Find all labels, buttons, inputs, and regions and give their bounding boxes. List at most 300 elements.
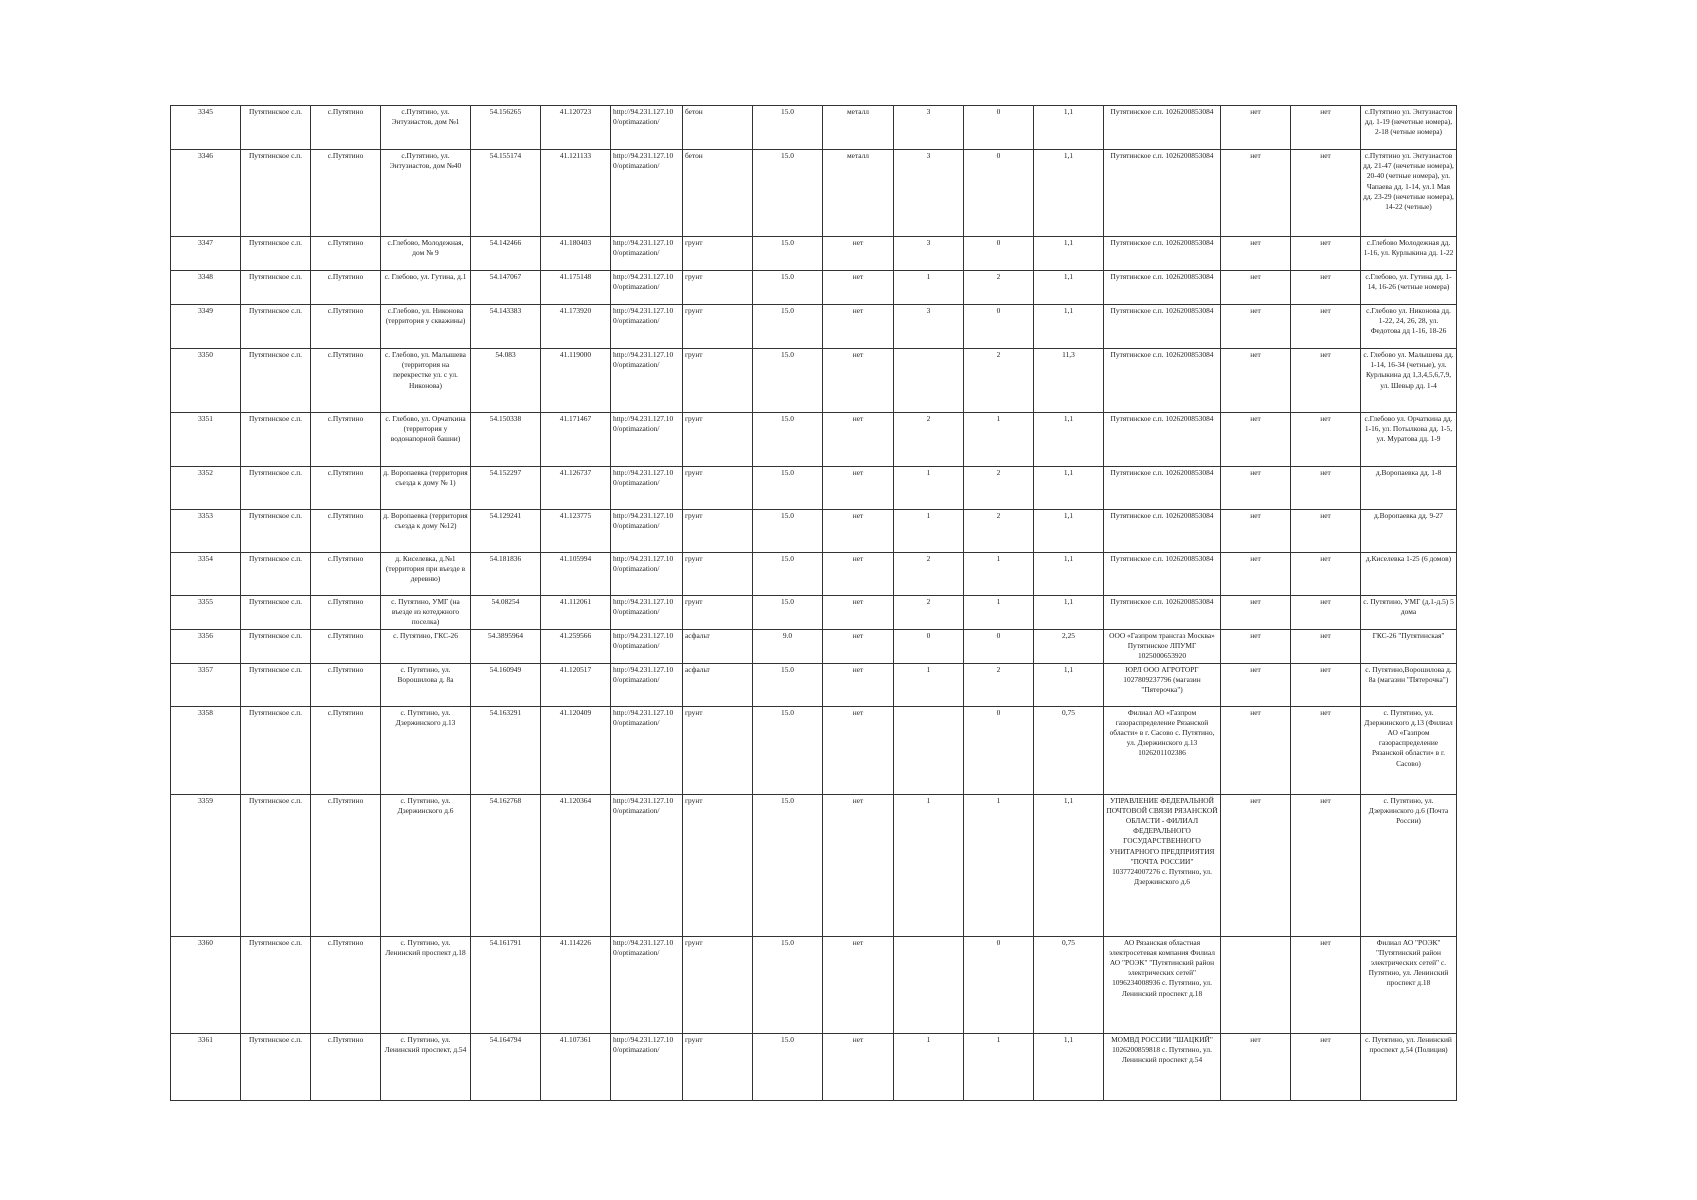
locality-cell: с.Путятино [311, 106, 381, 150]
containers-cell [894, 936, 964, 1033]
separate-collection-cell: нет [1221, 467, 1291, 510]
locality-cell: с.Путятино [311, 1033, 381, 1100]
bunkers-cell: 2 [964, 467, 1034, 510]
containers-cell: 1 [894, 467, 964, 510]
surface-cell: асфальт [683, 663, 753, 706]
row-number: 3352 [171, 467, 241, 510]
surface-cell: грунт [683, 305, 753, 349]
volume-cell: 1,1 [1034, 271, 1104, 305]
area-cell: 15.0 [753, 305, 823, 349]
bunkers-cell: 0 [964, 305, 1034, 349]
latitude-cell: 54.156265 [471, 106, 541, 150]
settlement-cell: Путятинское с.п. [241, 510, 311, 553]
volume-cell: 1,1 [1034, 553, 1104, 596]
document-page [170, 105, 1456, 1101]
separate-collection-cell: нет [1221, 630, 1291, 664]
area-cell: 15.0 [753, 510, 823, 553]
settlement-cell: Путятинское с.п. [241, 349, 311, 413]
separate-collection-cell: нет [1221, 510, 1291, 553]
row-number: 3355 [171, 596, 241, 630]
map-link-cell: http://94.231.127.10 0/optimazation/ [611, 349, 683, 413]
waste-sources-cell: с.Глебово, ул. Гутина дд. 1-14, 16-26 (четные номера) [1361, 271, 1457, 305]
table-row [171, 630, 1457, 664]
separate-collection-2-cell: нет [1291, 596, 1361, 630]
settlement-cell: Путятинское с.п. [241, 1033, 311, 1100]
containers-cell: 1 [894, 510, 964, 553]
latitude-cell: 54.160949 [471, 663, 541, 706]
longitude-cell: 41.175148 [541, 271, 611, 305]
settlement-cell: Путятинское с.п. [241, 237, 311, 271]
address-cell: д. Киселевка, д.№1 (территория при въезде в деревню) [381, 553, 471, 596]
fence-cell: нет [823, 413, 894, 467]
separate-collection-2-cell: нет [1291, 510, 1361, 553]
containers-cell: 1 [894, 663, 964, 706]
area-cell: 15.0 [753, 413, 823, 467]
row-number: 3357 [171, 663, 241, 706]
surface-cell: грунт [683, 794, 753, 936]
separate-collection-2-cell: нет [1291, 106, 1361, 150]
owner-cell: Путятинское с.п. 1026200853084 [1104, 553, 1221, 596]
containers-cell: 3 [894, 305, 964, 349]
locality-cell: с.Путятино [311, 553, 381, 596]
area-cell: 15.0 [753, 596, 823, 630]
row-number: 3350 [171, 349, 241, 413]
row-number: 3346 [171, 150, 241, 237]
owner-cell: ЮРЛ ООО АГРОТОРГ 1027809237796 (магазин "Пятерочка") [1104, 663, 1221, 706]
separate-collection-2-cell: нет [1291, 271, 1361, 305]
locality-cell: с.Путятино [311, 706, 381, 794]
owner-cell: Путятинское с.п. 1026200853084 [1104, 349, 1221, 413]
separate-collection-2-cell: нет [1291, 630, 1361, 664]
bunkers-cell: 2 [964, 510, 1034, 553]
locality-cell: с.Путятино [311, 413, 381, 467]
address-cell: с.Глебово, ул. Никонова (территория у скважины) [381, 305, 471, 349]
table-row [171, 1033, 1457, 1100]
bunkers-cell: 2 [964, 349, 1034, 413]
map-link-cell: http://94.231.127.10 0/optimazation/ [611, 1033, 683, 1100]
fence-cell: нет [823, 706, 894, 794]
volume-cell: 1,1 [1034, 510, 1104, 553]
volume-cell: 0,75 [1034, 936, 1104, 1033]
longitude-cell: 41.120364 [541, 794, 611, 936]
waste-sources-cell: с. Путятино,Ворошилова д. 8а (магазин "Пятерочка") [1361, 663, 1457, 706]
surface-cell: грунт [683, 271, 753, 305]
waste-sources-cell: с. Путятино, УМГ (д.1-д.5) 5 дома [1361, 596, 1457, 630]
latitude-cell: 54.162768 [471, 794, 541, 936]
latitude-cell: 54.143383 [471, 305, 541, 349]
owner-cell: Путятинское с.п. 1026200853084 [1104, 106, 1221, 150]
separate-collection-2-cell: нет [1291, 663, 1361, 706]
locality-cell: с.Путятино [311, 305, 381, 349]
containers-cell: 3 [894, 237, 964, 271]
address-cell: с. Глебово, ул. Гутина, д.1 [381, 271, 471, 305]
longitude-cell: 41.107361 [541, 1033, 611, 1100]
longitude-cell: 41.180403 [541, 237, 611, 271]
separate-collection-2-cell: нет [1291, 413, 1361, 467]
area-cell: 15.0 [753, 271, 823, 305]
address-cell: с. Путятино, УМГ (на въезде из котеджного поселка) [381, 596, 471, 630]
settlement-cell: Путятинское с.п. [241, 305, 311, 349]
table-row [171, 349, 1457, 413]
fence-cell: нет [823, 596, 894, 630]
separate-collection-cell: нет [1221, 237, 1291, 271]
longitude-cell: 41.112061 [541, 596, 611, 630]
volume-cell: 1,1 [1034, 237, 1104, 271]
table-row [171, 271, 1457, 305]
address-cell: с.Глебово, Молодежная, дом № 9 [381, 237, 471, 271]
fence-cell: нет [823, 271, 894, 305]
separate-collection-2-cell: нет [1291, 150, 1361, 237]
surface-cell: грунт [683, 706, 753, 794]
table-row [171, 936, 1457, 1033]
longitude-cell: 41.114226 [541, 936, 611, 1033]
locality-cell: с.Путятино [311, 936, 381, 1033]
separate-collection-cell: нет [1221, 596, 1291, 630]
waste-sources-cell: ГКС-26 "Путятинская" [1361, 630, 1457, 664]
latitude-cell: 54.164794 [471, 1033, 541, 1100]
bunkers-cell: 0 [964, 630, 1034, 664]
fence-cell: нет [823, 663, 894, 706]
table-row [171, 237, 1457, 271]
separate-collection-cell: нет [1221, 150, 1291, 237]
area-cell: 15.0 [753, 106, 823, 150]
surface-cell: асфальт [683, 630, 753, 664]
longitude-cell: 41.171467 [541, 413, 611, 467]
table-row [171, 663, 1457, 706]
latitude-cell: 54.142466 [471, 237, 541, 271]
volume-cell: 2,25 [1034, 630, 1104, 664]
volume-cell: 1,1 [1034, 150, 1104, 237]
volume-cell: 1,1 [1034, 794, 1104, 936]
fence-cell: нет [823, 510, 894, 553]
area-cell: 15.0 [753, 150, 823, 237]
locality-cell: с.Путятино [311, 596, 381, 630]
row-number: 3359 [171, 794, 241, 936]
map-link-cell: http://94.231.127.10 0/optimazation/ [611, 794, 683, 936]
settlement-cell: Путятинское с.п. [241, 106, 311, 150]
containers-cell: 3 [894, 106, 964, 150]
fence-cell: нет [823, 237, 894, 271]
containers-cell [894, 706, 964, 794]
separate-collection-cell [1221, 936, 1291, 1033]
row-number: 3360 [171, 936, 241, 1033]
fence-cell: нет [823, 794, 894, 936]
latitude-cell: 54.3895964 [471, 630, 541, 664]
owner-cell: Путятинское с.п. 1026200853084 [1104, 510, 1221, 553]
map-link-cell: http://94.231.127.10 0/optimazation/ [611, 706, 683, 794]
surface-cell: грунт [683, 467, 753, 510]
bunkers-cell: 1 [964, 794, 1034, 936]
address-cell: с. Путятино, ул. Ленинский проспект, д.54 [381, 1033, 471, 1100]
latitude-cell: 54.181836 [471, 553, 541, 596]
longitude-cell: 41.105994 [541, 553, 611, 596]
map-link-cell: http://94.231.127.10 0/optimazation/ [611, 596, 683, 630]
waste-sources-cell: с. Путятино, ул. Дзержинского д.13 (Филиал АО «Газпром газораспределение Рязанской области» в г. Сасово) [1361, 706, 1457, 794]
map-link-cell: http://94.231.127.10 0/optimazation/ [611, 630, 683, 664]
bunkers-cell: 0 [964, 706, 1034, 794]
area-cell: 15.0 [753, 663, 823, 706]
surface-cell: грунт [683, 553, 753, 596]
containers-cell: 2 [894, 413, 964, 467]
waste-sources-cell: с.Глебово Молодежная дд. 1-16, ул. Курлыкина дд. 1-22 [1361, 237, 1457, 271]
latitude-cell: 54.152297 [471, 467, 541, 510]
waste-sources-cell: с.Глебово ул. Никонова дд. 1-22, 24, 26, 28, ул. Федотова дд 1-16, 18-26 [1361, 305, 1457, 349]
surface-cell: грунт [683, 936, 753, 1033]
locality-cell: с.Путятино [311, 663, 381, 706]
separate-collection-cell: нет [1221, 106, 1291, 150]
locality-cell: с.Путятино [311, 510, 381, 553]
row-number: 3353 [171, 510, 241, 553]
map-link-cell: http://94.231.127.10 0/optimazation/ [611, 237, 683, 271]
settlement-cell: Путятинское с.п. [241, 706, 311, 794]
address-cell: с.Путятино, ул. Энтузиастов, дом №1 [381, 106, 471, 150]
separate-collection-cell: нет [1221, 1033, 1291, 1100]
latitude-cell: 54.155174 [471, 150, 541, 237]
longitude-cell: 41.121133 [541, 150, 611, 237]
separate-collection-2-cell: нет [1291, 237, 1361, 271]
owner-cell: АО Рязанская областная электросетевая компания Филиал АО "РОЭК" "Путятинский район электрических сетей" 1096234008936 с. Путятино, ул. Ленинский проспект д.18 [1104, 936, 1221, 1033]
locality-cell: с.Путятино [311, 794, 381, 936]
table-row [171, 413, 1457, 467]
locality-cell: с.Путятино [311, 349, 381, 413]
address-cell: д. Воропаевка (территория съезда к дому №12) [381, 510, 471, 553]
volume-cell: 1,1 [1034, 305, 1104, 349]
separate-collection-2-cell: нет [1291, 305, 1361, 349]
separate-collection-2-cell: нет [1291, 467, 1361, 510]
row-number: 3345 [171, 106, 241, 150]
waste-sources-cell: с.Путятино ул. Энтузиастов дд. 21-47 (нечетные номера), 20-40 (четные номера), ул. Чапаева дд. 1-14, ул.1 Мая дд. 23-29 (нечетные номера), 14-22 (четные) [1361, 150, 1457, 237]
map-link-cell: http://94.231.127.10 0/optimazation/ [611, 553, 683, 596]
surface-cell: бетон [683, 150, 753, 237]
waste-sources-cell: с. Путятино, ул. Дзержинского д.6 (Почта России) [1361, 794, 1457, 936]
volume-cell: 0,75 [1034, 706, 1104, 794]
fence-cell: металл [823, 106, 894, 150]
row-number: 3358 [171, 706, 241, 794]
address-cell: с.Путятино, ул. Энтузиастов, дом №40 [381, 150, 471, 237]
owner-cell: Путятинское с.п. 1026200853084 [1104, 467, 1221, 510]
address-cell: с. Глебово, ул. Малышева (территория на перекрестке ул. с ул. Никонова) [381, 349, 471, 413]
settlement-cell: Путятинское с.п. [241, 630, 311, 664]
fence-cell: металл [823, 150, 894, 237]
map-link-cell: http://94.231.127.10 0/optimazation/ [611, 106, 683, 150]
owner-cell: Филиал АО «Газпром газораспределение Рязанской области» в г. Сасово с. Путятино, ул. Дзержинского д.13 1026201102386 [1104, 706, 1221, 794]
longitude-cell: 41.120409 [541, 706, 611, 794]
address-cell: с. Путятино, ул. Ворошилова д. 8а [381, 663, 471, 706]
longitude-cell: 41.120517 [541, 663, 611, 706]
latitude-cell: 54.163291 [471, 706, 541, 794]
area-cell: 15.0 [753, 349, 823, 413]
latitude-cell: 54.08254 [471, 596, 541, 630]
containers-cell [894, 349, 964, 413]
area-cell: 15.0 [753, 467, 823, 510]
container-sites-table [170, 105, 1457, 1101]
longitude-cell: 41.120723 [541, 106, 611, 150]
separate-collection-cell: нет [1221, 305, 1291, 349]
bunkers-cell: 0 [964, 150, 1034, 237]
settlement-cell: Путятинское с.п. [241, 413, 311, 467]
surface-cell: грунт [683, 237, 753, 271]
bunkers-cell: 1 [964, 596, 1034, 630]
fence-cell: нет [823, 1033, 894, 1100]
containers-cell: 3 [894, 150, 964, 237]
latitude-cell: 54.083 [471, 349, 541, 413]
row-number: 3354 [171, 553, 241, 596]
locality-cell: с.Путятино [311, 467, 381, 510]
surface-cell: грунт [683, 596, 753, 630]
bunkers-cell: 2 [964, 663, 1034, 706]
settlement-cell: Путятинское с.п. [241, 663, 311, 706]
address-cell: с. Глебово, ул. Орчаткина (территория у водонапорной башни) [381, 413, 471, 467]
waste-sources-cell: д.Киселевка 1-25 (6 домов) [1361, 553, 1457, 596]
longitude-cell: 41.123775 [541, 510, 611, 553]
table-row [171, 305, 1457, 349]
locality-cell: с.Путятино [311, 630, 381, 664]
owner-cell: Путятинское с.п. 1026200853084 [1104, 596, 1221, 630]
separate-collection-cell: нет [1221, 271, 1291, 305]
area-cell: 9.0 [753, 630, 823, 664]
table-row [171, 553, 1457, 596]
waste-sources-cell: Филиал АО "РОЭК" "Путятинский район электрических сетей" с. Путятино, ул. Ленинский проспект д.18 [1361, 936, 1457, 1033]
surface-cell: грунт [683, 510, 753, 553]
owner-cell: Путятинское с.п. 1026200853084 [1104, 305, 1221, 349]
volume-cell: 1,1 [1034, 106, 1104, 150]
fence-cell: нет [823, 630, 894, 664]
fence-cell: нет [823, 936, 894, 1033]
containers-cell: 1 [894, 794, 964, 936]
owner-cell: Путятинское с.п. 1026200853084 [1104, 150, 1221, 237]
fence-cell: нет [823, 305, 894, 349]
row-number: 3349 [171, 305, 241, 349]
longitude-cell: 41.173920 [541, 305, 611, 349]
map-link-cell: http://94.231.127.10 0/optimazation/ [611, 510, 683, 553]
separate-collection-2-cell: нет [1291, 936, 1361, 1033]
latitude-cell: 54.129241 [471, 510, 541, 553]
containers-cell: 0 [894, 630, 964, 664]
map-link-cell: http://94.231.127.10 0/optimazation/ [611, 271, 683, 305]
separate-collection-cell: нет [1221, 349, 1291, 413]
table-row [171, 467, 1457, 510]
separate-collection-2-cell: нет [1291, 349, 1361, 413]
bunkers-cell: 1 [964, 553, 1034, 596]
settlement-cell: Путятинское с.п. [241, 467, 311, 510]
waste-sources-cell: с.Глебово ул. Орчаткина дд. 1-16, ул. Потылкова дд. 1-5, ул. Муратова дд. 1-9 [1361, 413, 1457, 467]
table-row [171, 706, 1457, 794]
owner-cell: ООО «Газпром трансгаз Москва» Путятинское ЛПУМГ 1025000653920 [1104, 630, 1221, 664]
separate-collection-2-cell: нет [1291, 794, 1361, 936]
area-cell: 15.0 [753, 936, 823, 1033]
area-cell: 15.0 [753, 237, 823, 271]
latitude-cell: 54.161791 [471, 936, 541, 1033]
owner-cell: Путятинское с.п. 1026200853084 [1104, 413, 1221, 467]
map-link-cell: http://94.231.127.10 0/optimazation/ [611, 663, 683, 706]
area-cell: 15.0 [753, 794, 823, 936]
row-number: 3348 [171, 271, 241, 305]
waste-sources-cell: д.Воропаевка дд. 1-8 [1361, 467, 1457, 510]
address-cell: д. Воропаевка (территория съезда к дому № 1) [381, 467, 471, 510]
row-number: 3356 [171, 630, 241, 664]
table-row [171, 106, 1457, 150]
separate-collection-cell: нет [1221, 706, 1291, 794]
waste-sources-cell: с.Путятино ул. Энтузиастов дд. 1-19 (нечетные номера), 2-18 (четные номера) [1361, 106, 1457, 150]
longitude-cell: 41.259566 [541, 630, 611, 664]
fence-cell: нет [823, 349, 894, 413]
owner-cell: Путятинское с.п. 1026200853084 [1104, 271, 1221, 305]
owner-cell: Путятинское с.п. 1026200853084 [1104, 237, 1221, 271]
containers-cell: 2 [894, 596, 964, 630]
row-number: 3347 [171, 237, 241, 271]
locality-cell: с.Путятино [311, 237, 381, 271]
settlement-cell: Путятинское с.п. [241, 936, 311, 1033]
containers-cell: 2 [894, 553, 964, 596]
table-row [171, 510, 1457, 553]
waste-sources-cell: с. Глебово ул. Малышева дд. 1-14, 16-34 (четные), ул. Курлыкина дд 1,3,4,5,6,7,9, ул. Шевыр дд. 1-4 [1361, 349, 1457, 413]
waste-sources-cell: с. Путятино, ул. Ленинский проспект д.54 (Полиция) [1361, 1033, 1457, 1100]
table-row [171, 150, 1457, 237]
fence-cell: нет [823, 467, 894, 510]
separate-collection-cell: нет [1221, 794, 1291, 936]
bunkers-cell: 1 [964, 1033, 1034, 1100]
volume-cell: 1,1 [1034, 596, 1104, 630]
map-link-cell: http://94.231.127.10 0/optimazation/ [611, 305, 683, 349]
longitude-cell: 41.119000 [541, 349, 611, 413]
separate-collection-cell: нет [1221, 553, 1291, 596]
row-number: 3361 [171, 1033, 241, 1100]
row-number: 3351 [171, 413, 241, 467]
owner-cell: УПРАВЛЕНИЕ ФЕДЕРАЛЬНОЙ ПОЧТОВОЙ СВЯЗИ РЯЗАНСКОЙ ОБЛАСТИ - ФИЛИАЛ ФЕДЕРАЛЬНОГО ГОСУДАРСТВЕННОГО УНИТАРНОГО ПРЕДПРИЯТИЯ "ПОЧТА РОССИИ" 1037724007276 с. Путятино, ул. Дзержинского д.6 [1104, 794, 1221, 936]
owner-cell: МОМВД РОССИИ "ШАЦКИЙ" 1026200859818 с. Путятино, ул. Ленинский проспект д.54 [1104, 1033, 1221, 1100]
table-row [171, 794, 1457, 936]
containers-cell: 1 [894, 1033, 964, 1100]
locality-cell: с.Путятино [311, 271, 381, 305]
area-cell: 15.0 [753, 706, 823, 794]
surface-cell: грунт [683, 1033, 753, 1100]
bunkers-cell: 0 [964, 936, 1034, 1033]
separate-collection-2-cell: нет [1291, 706, 1361, 794]
latitude-cell: 54.150338 [471, 413, 541, 467]
separate-collection-2-cell: нет [1291, 1033, 1361, 1100]
bunkers-cell: 2 [964, 271, 1034, 305]
settlement-cell: Путятинское с.п. [241, 271, 311, 305]
settlement-cell: Путятинское с.п. [241, 596, 311, 630]
map-link-cell: http://94.231.127.10 0/optimazation/ [611, 467, 683, 510]
separate-collection-cell: нет [1221, 663, 1291, 706]
separate-collection-cell: нет [1221, 413, 1291, 467]
settlement-cell: Путятинское с.п. [241, 794, 311, 936]
settlement-cell: Путятинское с.п. [241, 150, 311, 237]
surface-cell: грунт [683, 349, 753, 413]
area-cell: 15.0 [753, 553, 823, 596]
separate-collection-2-cell: нет [1291, 553, 1361, 596]
table-row [171, 596, 1457, 630]
bunkers-cell: 0 [964, 106, 1034, 150]
area-cell: 15.0 [753, 1033, 823, 1100]
address-cell: с. Путятино, ул. Ленинский проспект д.18 [381, 936, 471, 1033]
surface-cell: бетон [683, 106, 753, 150]
settlement-cell: Путятинское с.п. [241, 553, 311, 596]
waste-sources-cell: д.Воропаевка дд. 9-27 [1361, 510, 1457, 553]
map-link-cell: http://94.231.127.10 0/optimazation/ [611, 150, 683, 237]
containers-cell: 1 [894, 271, 964, 305]
volume-cell: 11,3 [1034, 349, 1104, 413]
address-cell: с. Путятино, ул. Дзержинского д.6 [381, 794, 471, 936]
address-cell: с. Путятино, ул. Дзержинского д.13 [381, 706, 471, 794]
volume-cell: 1,1 [1034, 1033, 1104, 1100]
fence-cell: нет [823, 553, 894, 596]
longitude-cell: 41.126737 [541, 467, 611, 510]
bunkers-cell: 1 [964, 413, 1034, 467]
locality-cell: с.Путятино [311, 150, 381, 237]
volume-cell: 1,1 [1034, 413, 1104, 467]
